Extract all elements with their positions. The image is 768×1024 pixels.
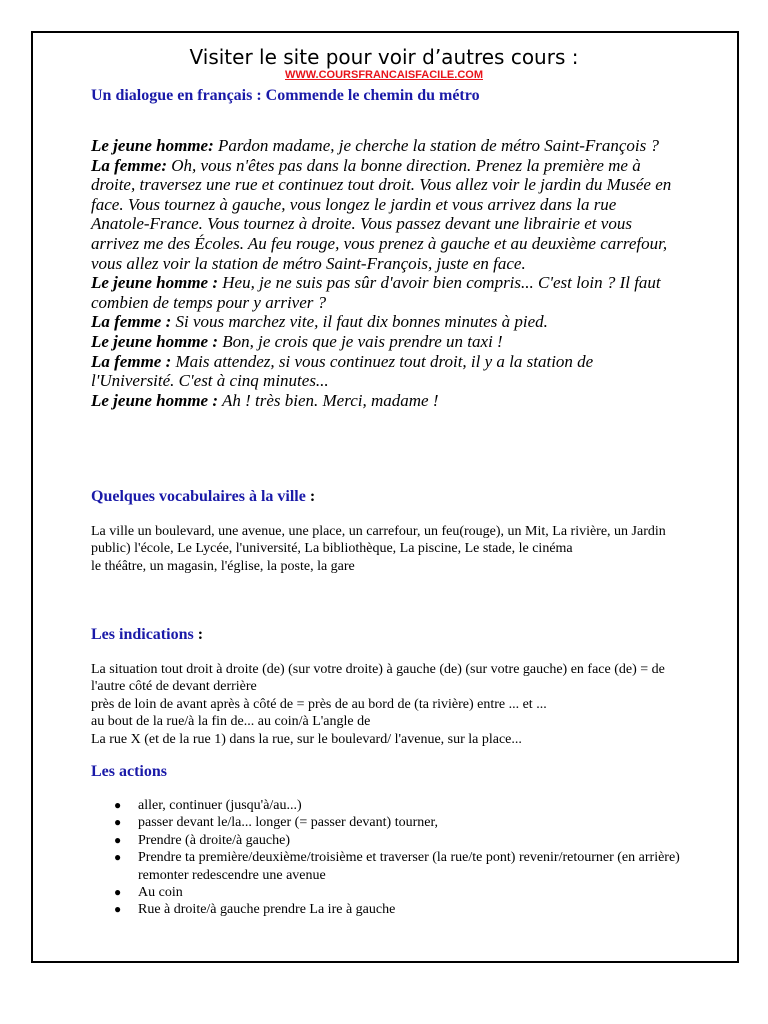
dialogue-line (91, 391, 676, 411)
header-title: Visiter le site pour voir d’autres cours : (189, 45, 579, 69)
website-link[interactable]: WWW.COURSFRANCAISFACILE.COM (285, 69, 483, 81)
bullet-icon: ● (114, 902, 122, 917)
list-item-text: Rue à droite/à gauche prendre La ire à gauche (138, 902, 396, 918)
indications-text (91, 661, 681, 748)
actions-list (91, 797, 691, 919)
dialogue-line (91, 332, 676, 352)
actions-heading: Les actions (91, 763, 167, 780)
dialogue-speech: Bon, je crois que je vais prendre un taxi ! (218, 331, 503, 351)
list-item (91, 832, 691, 849)
dialogue-speech: Oh, vous n'êtes pas dans la bonne direction. Prenez la première me à droite, traversez une rue et continuez tout droit. Vous allez voir le jardin du Musée en face. Vous tournez à gauche, vous longez le jardin et vous arrivez dans la rue Anatole-France. Vous tournez à droite. Vous passez devant une librairie et vous arrivez me des Écoles. Au feu rouge, vous prenez à gauche et au deuxième carrefour, vous allez voir la station de métro Saint-François, juste en face. (91, 155, 672, 273)
speaker-label: La femme: (91, 155, 167, 175)
list-item (91, 901, 691, 918)
indications-heading-colon: : (193, 626, 204, 643)
dialogue-title: Un dialogue en français : Commende le chemin du métro (91, 87, 480, 104)
dialogue-line (91, 136, 676, 156)
bullet-icon: ● (114, 850, 122, 865)
vocab-text (91, 523, 681, 575)
dialogue-line (91, 312, 676, 332)
dialogue-line (91, 273, 676, 312)
list-item (91, 814, 691, 831)
dialogue-text (91, 136, 676, 410)
speaker-label: Le jeune homme : (91, 331, 219, 351)
list-item-text: passer devant le/la... longer (= passer devant) tourner, (138, 815, 439, 831)
list-item-text: Au coin (138, 885, 183, 901)
indications-paragraph: La rue X (et de la rue 1) dans la rue, sur le boulevard/ l'avenue, sur la place... (91, 731, 522, 747)
list-item-text: Prendre ta première/deuxième/troisième et traverser (la rue/te pont) revenir/retourner (en arrière) remonter redescendre une avenue (138, 850, 680, 883)
indications-heading-text: Les indications (91, 626, 194, 643)
dialogue-speech: Ah ! très bien. Merci, madame ! (218, 390, 439, 410)
dialogue-line (91, 352, 676, 391)
dialogue-line (91, 156, 676, 274)
speaker-label: La femme : (91, 351, 172, 371)
speaker-label: Le jeune homme : (91, 273, 219, 293)
dialogue-speech: Mais attendez, si vous continuez tout droit, il y a la station de l'Université. C'est à cinq minutes... (91, 351, 594, 391)
indications-paragraph: près de loin de avant après à côté de = près de au bord de (ta rivière) entre ... et ... (91, 696, 547, 712)
dialogue-speech: Heu, je ne suis pas sûr d'avoir bien compris... C'est loin ? Il faut combien de temps pour y arriver ? (91, 273, 661, 312)
list-item (91, 884, 691, 901)
vocab-paragraph: le théâtre, un magasin, l'église, la poste, la gare (91, 558, 355, 574)
bullet-icon: ● (114, 798, 122, 812)
bullet-icon: ● (114, 832, 122, 847)
indications-paragraph: La situation tout droit à droite (de) (sur votre droite) à gauche (de) (sur votre gauche) en face (de) = de l'autre côté de devant derrière (91, 662, 665, 695)
speaker-label: La femme : (91, 312, 172, 332)
vocab-heading-text: Quelques vocabulaires à la ville (91, 488, 306, 505)
speaker-label: Le jeune homme: (91, 136, 214, 155)
list-item-text: aller, continuer (jusqu'à/au...) (138, 798, 302, 813)
list-item (91, 849, 691, 884)
vocab-heading-colon: : (305, 488, 316, 505)
indications-paragraph: au bout de la rue/à la fin de... au coin/à L'angle de (91, 714, 371, 730)
list-item-text: Prendre (à droite/à gauche) (138, 832, 290, 848)
list-item (91, 797, 691, 814)
vocab-paragraph: La ville un boulevard, une avenue, une place, un carrefour, un feu(rouge), un Mit, La rivière, un Jardin public) l'école, Le Lycée, l'université, La bibliothèque, La piscine, Le stade, le cinéma (91, 524, 666, 557)
speaker-label: Le jeune homme : (91, 390, 219, 410)
dialogue-speech: Pardon madame, je cherche la station de métro Saint-François ? (213, 136, 659, 155)
indications-heading (91, 626, 203, 644)
dialogue-speech: Si vous marchez vite, il faut dix bonnes minutes à pied. (171, 312, 548, 332)
bullet-icon: ● (114, 885, 122, 900)
vocab-heading (91, 488, 315, 506)
bullet-icon: ● (114, 815, 122, 830)
